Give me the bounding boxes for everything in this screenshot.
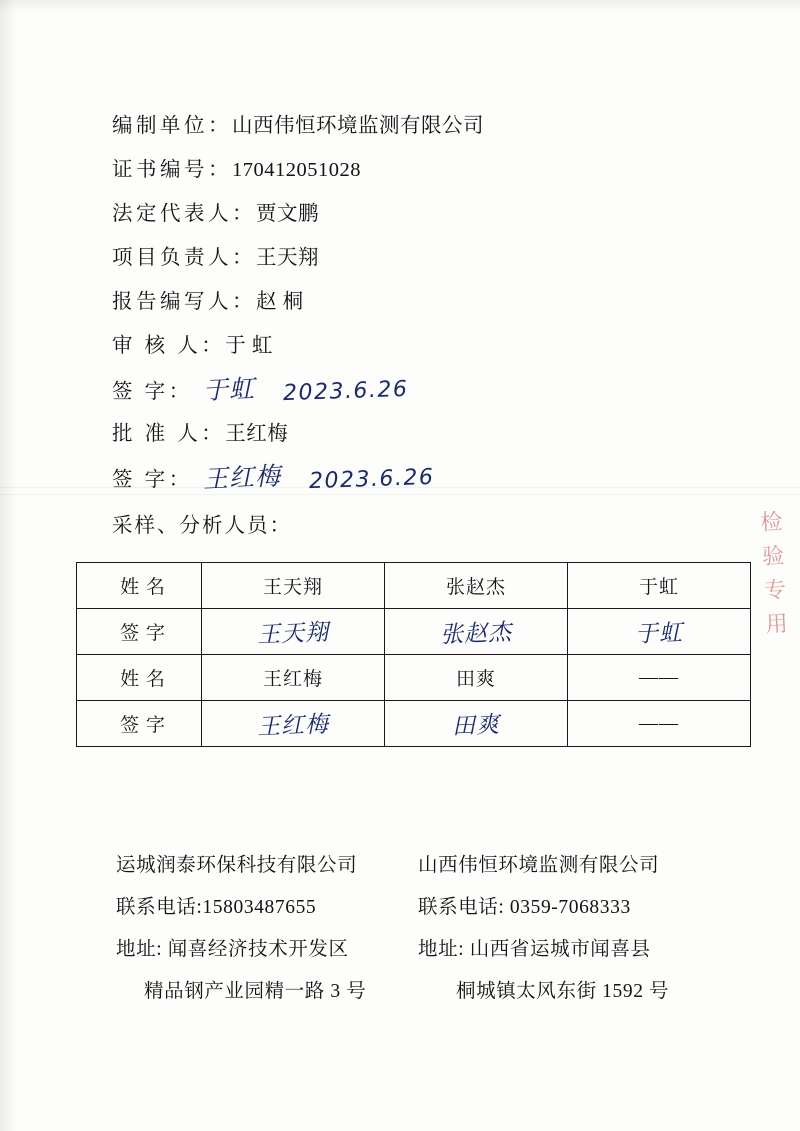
info-row-certificate-number [112,148,712,192]
sampling-staff-table [76,562,751,747]
info-label: 签 字： [112,381,193,403]
handwritten-signature: 王红梅 [202,461,282,494]
info-row-legal-representative [112,192,712,236]
table-row [77,609,751,655]
row-header: 签 字 [77,609,202,655]
info-label: 法定代表人： [112,203,256,225]
info-label: 编制单位： [112,115,232,137]
info-label: 审 核 人： [112,335,226,357]
footer-phone: 联系电话: 0359-7068333 [418,897,631,918]
info-row-reviewer [112,324,712,368]
table-row [77,701,751,747]
handwritten-signature: 田爽 [451,711,501,741]
info-row-compiling-unit [112,104,712,148]
row-header: 签 字 [77,701,202,747]
info-label: 批 准 人： [112,423,226,445]
info-label: 项目负责人： [112,247,256,269]
staff-name-empty: —— [568,655,751,701]
handwritten-signature: 张赵杰 [439,619,513,649]
table-row [77,655,751,701]
footer-column-right [418,845,669,1013]
info-row-report-writer [112,280,712,324]
table-row [77,563,751,609]
row-header: 姓 名 [77,563,202,609]
footer-company-name: 山西伟恒环境监测有限公司 [418,855,660,876]
info-value: 王天翔 [256,247,319,269]
staff-signature [385,701,568,747]
staff-name: 张赵杰 [385,563,568,609]
info-row-reviewer-signature [112,368,712,412]
staff-signature [202,701,385,747]
handwritten-date: 2023.6.26 [282,376,409,407]
footer-address-line2: 桐城镇太风东街 1592 号 [456,981,670,1002]
footer-address-line1: 地址: 山西省运城市闻喜县 [418,939,651,960]
footer-phone: 联系电话:15803487655 [116,897,317,918]
footer-address-line1: 地址: 闻喜经济技术开发区 [116,939,349,960]
staff-signature [568,609,751,655]
report-info-block [112,104,712,500]
staff-name: 于虹 [568,563,751,609]
info-value: 170412051028 [232,159,361,181]
footer-company-name: 运城润泰环保科技有限公司 [116,855,358,876]
info-row-approver-signature [112,456,712,500]
staff-name: 王天翔 [202,563,385,609]
info-row-project-leader [112,236,712,280]
footer-address-line2: 精品钢产业园精一路 3 号 [144,981,367,1002]
staff-name: 田爽 [385,655,568,701]
handwritten-signature: 王天翔 [256,619,330,649]
handwritten-signature: 于虹 [201,373,256,406]
footer-column-left [116,845,366,1013]
info-row-approver [112,412,712,456]
info-value: 赵 桐 [256,291,304,313]
red-stamp-fragment: 检验专用 [759,508,791,637]
info-label: 证书编号： [112,159,232,181]
info-value: 贾文鹏 [256,203,319,225]
footer-contact-block [0,845,800,1045]
info-value: 王红梅 [225,423,289,445]
staff-signature-empty: —— [568,701,751,747]
section-title-sampling-staff: 采样、分析人员： [112,515,292,537]
info-value: 于 虹 [225,335,273,357]
info-value: 山西伟恒环境监测有限公司 [232,115,484,137]
row-header: 姓 名 [77,655,202,701]
handwritten-signature: 于虹 [634,619,684,649]
info-label: 签 字： [112,469,193,491]
page-edge-shadow-top [0,0,800,14]
staff-signature [385,609,568,655]
staff-signature [202,609,385,655]
staff-name: 王红梅 [202,655,385,701]
handwritten-signature: 王红梅 [256,711,330,741]
info-label: 报告编写人： [112,291,256,313]
handwritten-date: 2023.6.26 [308,464,435,495]
